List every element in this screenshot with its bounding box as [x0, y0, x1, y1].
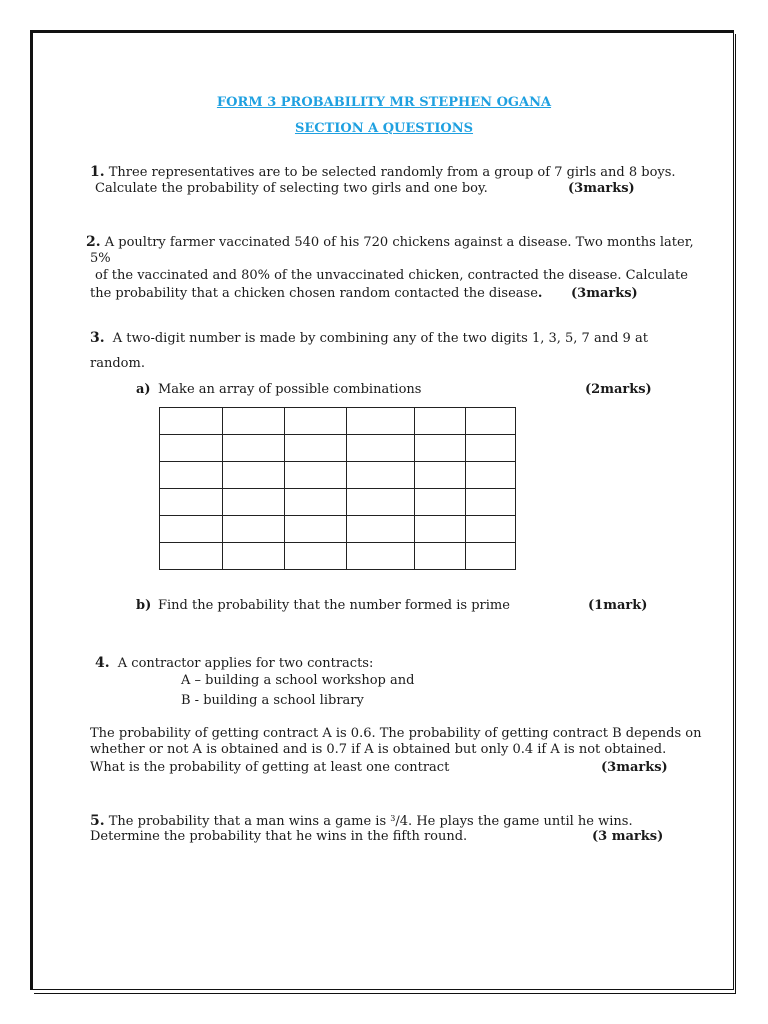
question-1-text-1: Three representatives are to be selected randomly from a group of 7 girls and 8 boys. [108, 165, 676, 180]
question-4-text-1: A contractor applies for two contracts: [117, 656, 374, 671]
question-2-number: 2. [86, 234, 101, 250]
grid-cell [160, 516, 223, 543]
grid-cell [466, 462, 516, 489]
question-4-option-b: B - building a school library [181, 693, 364, 708]
document-title: FORM 3 PROBABILITY MR STEPHEN OGANA [216, 95, 552, 110]
question-3-line-1 [90, 330, 648, 347]
question-4-para-3: What is the probability of getting at least one contract [90, 760, 450, 775]
grid-cell [160, 435, 223, 462]
combinations-answer-grid [159, 407, 516, 570]
question-2-line-1 [86, 234, 694, 251]
grid-row [160, 543, 516, 570]
grid-cell [160, 462, 223, 489]
question-2-text-1b: 5% [90, 251, 111, 266]
grid-cell [415, 543, 466, 570]
grid-cell [285, 408, 347, 435]
grid-cell [285, 516, 347, 543]
question-5-number: 5. [90, 813, 105, 829]
question-2-text-3: the probability that a chicken chosen random contacted the disease [90, 286, 538, 301]
grid-cell [415, 516, 466, 543]
question-3-part-b-label: b) [136, 598, 152, 613]
grid-cell [347, 489, 415, 516]
question-4-marks: (3marks) [601, 760, 668, 775]
question-5-fraction-denominator: /4. [395, 814, 413, 829]
grid-cell [160, 489, 223, 516]
grid-cell [347, 435, 415, 462]
question-3-part-b-text: Find the probability that the number formed is prime [158, 598, 510, 613]
grid-cell [223, 462, 285, 489]
grid-cell [285, 489, 347, 516]
question-2-text-1: A poultry farmer vaccinated 540 of his 720 chickens against a disease. Two months later, [104, 235, 694, 250]
question-5-line-1 [90, 811, 633, 830]
question-4-option-a: A – building a school workshop and [181, 673, 415, 688]
grid-cell [466, 489, 516, 516]
grid-cell [466, 408, 516, 435]
grid-cell [285, 543, 347, 570]
grid-cell [223, 543, 285, 570]
question-4-para-2: whether or not A is obtained and is 0.7 if A is obtained but only 0.4 if A is not obtained. [90, 742, 667, 757]
grid-cell [223, 489, 285, 516]
question-3-part-b-marks: (1mark) [588, 598, 648, 613]
grid-row [160, 516, 516, 543]
question-3-text-2: random. [90, 356, 145, 371]
question-3-part-a-marks: (2marks) [585, 382, 652, 397]
grid-cell [415, 489, 466, 516]
grid-cell [347, 408, 415, 435]
grid-cell [223, 435, 285, 462]
question-4-para-1: The probability of getting contract A is 0.6. The probability of getting contract B depends on [90, 726, 702, 741]
grid-cell [160, 408, 223, 435]
grid-cell [285, 462, 347, 489]
grid-cell [415, 462, 466, 489]
grid-cell [347, 462, 415, 489]
grid-cell [223, 408, 285, 435]
section-heading: SECTION A QUESTIONS [294, 121, 474, 136]
grid-cell [415, 408, 466, 435]
grid-row [160, 408, 516, 435]
grid-cell [347, 543, 415, 570]
question-5-text-2: Determine the probability that he wins in the fifth round. [90, 829, 468, 844]
question-2-line-3 [90, 286, 542, 302]
grid-cell [285, 435, 347, 462]
question-1-number: 1. [90, 164, 105, 180]
question-3-part-a-text: Make an array of possible combinations [158, 382, 422, 397]
question-2-marks: (3marks) [571, 286, 638, 301]
question-4-line-1 [95, 655, 373, 672]
grid-row [160, 462, 516, 489]
question-1-text-2: Calculate the probability of selecting two girls and one boy. [95, 181, 488, 196]
question-2-text-2: of the vaccinated and 80% of the unvaccinated chicken, contracted the disease. Calculate [95, 268, 688, 283]
question-2-text-3-end: . [537, 286, 543, 301]
grid-cell [466, 543, 516, 570]
question-4-number: 4. [95, 655, 110, 671]
grid-row [160, 435, 516, 462]
grid-cell [160, 543, 223, 570]
grid-cell [415, 435, 466, 462]
question-3-part-a-label: a) [136, 382, 151, 397]
question-3-text-1: A two-digit number is made by combining any of the two digits 1, 3, 5, 7 and 9 at [112, 331, 648, 346]
grid-cell [466, 435, 516, 462]
question-1-line-1 [90, 164, 676, 181]
grid-row [160, 489, 516, 516]
question-5-marks: (3 marks) [592, 829, 664, 844]
question-5-fraction-numerator: 3 [390, 814, 396, 823]
grid-cell [223, 516, 285, 543]
question-1-marks: (3marks) [568, 181, 635, 196]
question-5-text-pre: The probability that a man wins a game is [108, 814, 387, 829]
question-5-text-post: He plays the game until he wins. [416, 814, 633, 829]
grid-cell [347, 516, 415, 543]
grid-cell [466, 516, 516, 543]
question-3-number: 3. [90, 330, 105, 346]
